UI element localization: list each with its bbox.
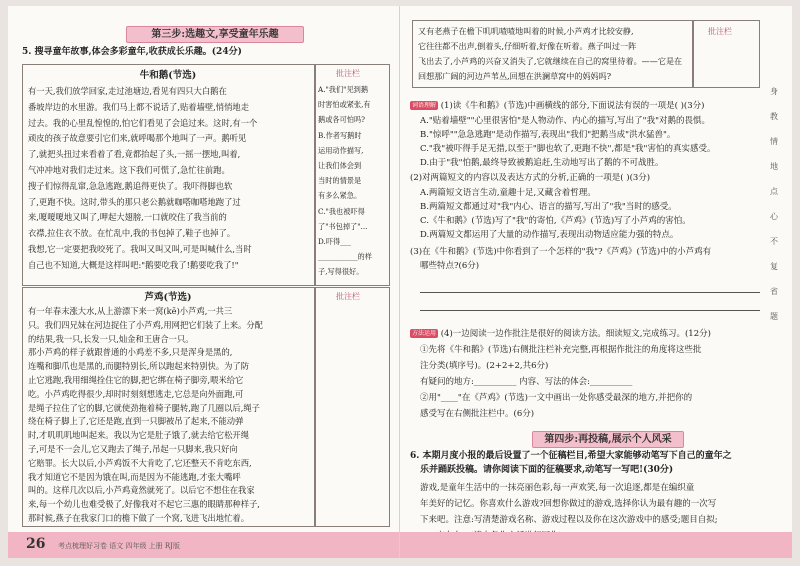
footer-band-right [400, 532, 792, 558]
q2-option: A.两篇短文语言生动,童趣十足,又藏含着哲理。 [420, 188, 596, 198]
step4-banner: 第四步:再投稿,展示个人风采 [532, 431, 684, 448]
story2-continued-line: 飞出去了,小芦鸡的兴奋又消失了,它就继续在自己的窝里待着。——它是在 [418, 56, 683, 66]
step3-banner: 第三步:选趣文,享受童年乐趣 [126, 26, 304, 43]
q1-option: C."我"被吓得手足无措,以至于"脚也软了,更跑不快",都是"我"害怕的真实感受。 [420, 144, 716, 154]
q2-option: B.两篇短文都通过对"我"内心、语言的描写,写出了"我"当时的感受。 [420, 202, 677, 212]
story1-line: 过去。我的心里乱惶惶的,怕它们看见了会追过来。这时,有一个 [28, 117, 258, 128]
story2-line: 它赔罪。长大以后,小芦鸡饭不大肯吃了,它还整天不肯吃东西, [28, 457, 252, 468]
annotation-line: 运用动作描写, [318, 145, 364, 155]
story2-line: 那小芦鸡的样子就跟普通的小鸡差不多,只是浑身是黑的, [28, 347, 233, 358]
rail-char: 心 [770, 212, 778, 221]
q1-option: D.由于"我"怕鹅,最终导致被鹅追赶,生动地写出了鹅的不可战胜。 [420, 158, 664, 168]
answer-line-1[interactable] [420, 292, 760, 293]
annotation-line: D.吓得___ [318, 237, 351, 247]
rail-char: 省 [770, 287, 778, 296]
story1-line: 了,更跑不快。这时,带头的那只老公鹅就咖嗒咖嗒地跑了过 [28, 196, 241, 207]
question-2-options[interactable] [420, 186, 770, 242]
q4-item: 有疑问的地方:__________ 内容、写法的体会:__________ [420, 377, 633, 387]
story2-continued-line: 它往往都不出声,倒着头,仔细听着,好像在听着。燕子叫过一阵 [418, 41, 637, 51]
story1-line: 气冲冲地对我们走过来。这下我们可慌了,急忙往前跑。 [28, 164, 230, 175]
question-4: 方法运用 (4)一边阅读一边作批注是很好的阅读方法。细读短文,完成练习。(12分) [412, 329, 711, 339]
left-page [8, 6, 400, 558]
annotation-line: A."我们"见到鹅 [318, 85, 369, 94]
question-4-items [420, 342, 770, 422]
question-1: 词语理解 (1)读《牛和鹅》(节选)中画横线的部分,下面说法有误的一项是( )(3分) [412, 101, 705, 111]
question-3: (3)在《牛和鹅》(节选)中你看到了一个怎样的"我"?《芦鸡》(节选)中的小芦鸡有 [410, 247, 712, 257]
story2-line: 我才知道它不是因为饿在叫,而是因为不能逃跑,才张大嘴呼 [28, 471, 241, 482]
annotation-line: 了"书包掉了"... [318, 221, 368, 231]
q1-option: B."惊呼""急急逃跑"是动作描写,表现出"我们"把鹅当成"洪水猛兽"。 [420, 130, 676, 140]
story1-line: 顽皮的孩子故意要引它们来,就呼喝那个地叫了一声。鹅听见 [28, 133, 247, 144]
annotation-line: ___________的样 [318, 252, 372, 262]
question-3-line2: 哪些特点?(6分) [420, 261, 480, 271]
story2-line: 有一年春末涨大水,从上游漂下来一窝(kē)小芦鸡,一共三 [28, 306, 233, 316]
question-5: 5. 搜寻童年故事,体会多彩童年,收获成长乐趣。(24分) [22, 47, 242, 57]
page-number: 26 [26, 536, 46, 552]
annotation-line: 让我们体会到 [318, 161, 362, 171]
story1-line: 搜子们惊得乱窜,急急逃跑,鹅追得更快了。我吓得脚也软 [28, 180, 233, 191]
story2-continued-line: 回想那广阔的河边芦苇丛,回想在洪澜草窝中的妈妈吗? [418, 71, 612, 81]
story2-line: 时,才叽叽叽地叫起来。我以为它是肚子饿了,就去给它松开绳 [28, 430, 249, 441]
annotation-label-1: 批注栏 [336, 69, 360, 78]
story1-line: 番坡岸边的水里游。我们马上都不说话了,贴着墙壁,悄悄地走 [28, 101, 249, 112]
rail-char: 点 [770, 187, 778, 196]
story2-line: 那时候,燕子在我家门口的檐下做了一个窝,飞进飞出地忙着。 [28, 512, 249, 523]
annotation-notes-1 [318, 82, 388, 280]
q6-body-line: 下来吧。注意:写清楚游戏名称、游戏过程以及你在这次游戏中的感受;题目自拟; [420, 515, 718, 525]
q1-option: A."贴着墙壁""心里很害怕"是人物动作、内心的描写,写出了"我"对鹅的畏惧。 [420, 116, 711, 126]
story2-line: 连嘴和脚爪也是黑的,而腿特别长,所以跑起来特别快。为了防 [28, 361, 249, 372]
q2-option: C.《牛和鹅》(节选)写了"我"的寄怕,《芦鸡》(节选)写了小芦鸡的害怕。 [420, 216, 691, 226]
story2-line: 来,每一个幼儿也难受极了,好像我对不起它三惠的眼睛那种样子, [28, 499, 260, 510]
annotation-line: 鹅或各可怕吗? [318, 115, 365, 125]
story2-line: 叫的。这样几次以后,小芦鸡竟然就死了。以后它不想住在我家 [28, 485, 255, 496]
story2-continued-text [418, 24, 690, 84]
story1-line: 有一天,我们放学回家,走过池塘边,看见有四只大白鹅在 [28, 86, 227, 96]
q1-tag: 词语理解 [412, 102, 437, 109]
story1-line: 自己也不知道,大概是这样叫吧:"鹅要吃我了!鹅要吃我了!" [28, 259, 239, 270]
annotation-line: 时害怕或紧张,有 [318, 100, 371, 110]
rail-char: 教 [770, 112, 778, 121]
answer-line-2[interactable] [420, 310, 760, 311]
story2-line: 止它逃跑,我用细绳拴住它的脚,把它绑在椅子脚旁,喂米给它 [28, 374, 244, 385]
story1-line: 我想,它一定要把我咬死了。我叫又叫又叫,可是叫喊什么,当时 [28, 243, 252, 254]
story1-line: 来,嗄嗄嗄地又叫了,呷起大翅膀,一口就咬住了我当前的 [28, 212, 227, 223]
question-1-options[interactable] [420, 114, 770, 170]
annotation-column-2[interactable] [314, 287, 390, 527]
q6-body-line: 年美好的记忆。你喜欢什么游戏?回想你做过的游戏,选择你认为最有趣的一次写 [420, 499, 717, 509]
story1-title: 牛和鹅(节选) [139, 70, 197, 81]
right-page [400, 6, 792, 558]
story2-text [28, 305, 310, 526]
q4-item: ①先将《牛和鹅》(节选)右侧批注栏补充完整,再根据作批注的角度将这些批 [420, 345, 702, 355]
story1-line: 了,就把头扭过来看着了看,竟都抬起了头,一摇一摆地,叫着, [28, 149, 241, 160]
q2-option: D.两篇短文都运用了大量的动作描写,表现出动物适应能力强的特点。 [420, 230, 679, 240]
annotation-label-2: 批注栏 [336, 292, 360, 301]
annotation-line: C."我也被吓得 [318, 206, 365, 216]
question-6-line2: 乐并踊跃投稿。请你阅读下面的征稿要求,动笔写一写吧!(30分) [420, 465, 674, 475]
story1-line: 衣襟,拉住衣不放。在忙乱中,我的书包掉了,鞋子也掉了。 [28, 228, 236, 239]
q4-item: ②用"____"在《芦鸡》(节选)一文中画出一处你感受最深的地方,并把你的 [420, 393, 693, 403]
question-6: 6. 本期月度小报的最后设置了一个征稿栏目,希望大家能够动笔写下自己的童年之 [410, 451, 732, 461]
story2-line: 吃。小芦鸡吃得很少,却时时刻刻想逃走,它总是向外面跑,可 [28, 388, 244, 399]
rail-char: 不 [770, 237, 778, 246]
annotation-line: 有多么紧急。 [318, 191, 362, 201]
story2-line: 是绳子拉住了它的脚,它就使劲拖着椅子腿转,跑了几圈以后,绳子 [28, 402, 260, 413]
annotation-line: 子,写得很好。 [318, 267, 364, 277]
story2-line: 只。我们四兄妹在河边捉住了小芦鸡,用网把它们装了上来。分配 [28, 319, 263, 330]
question-2: (2)对两篇短文的内容以及表达方式的分析,正确的一项是( )(3分) [410, 173, 651, 183]
story2-continued-line: 又有老燕子在檐下叽叽喳喳地叫着的时候,小芦鸡才比较安静, [418, 26, 634, 36]
story2-line: 子,可是不一会儿,它又跑去了绳子,吊起一只脚来,我只好向 [28, 443, 238, 454]
annotation-label-3: 批注栏 [708, 27, 732, 36]
footer-text: 考点梳理好习卷 语文 四年级 上册 RJ版 [58, 542, 180, 550]
q4-item: 感受写在右侧批注栏中。(6分) [420, 409, 535, 419]
story2-line: 绕在椅子脚上了,它还是跑,直到一只脚被吊了起来,不能动弹 [28, 416, 244, 427]
story2-line: 的结果,我一只,长发一只,灿金和王唐合一只。 [28, 333, 194, 344]
side-rail [770, 86, 784, 336]
q4-tag: 方法运用 [412, 330, 437, 337]
story2-title: 芦鸡(节选) [144, 292, 192, 303]
rail-char: 地 [770, 162, 778, 171]
q4-item: 注分类(填序号)。(2+2+2,共6分) [420, 361, 549, 371]
story1-text [28, 84, 310, 274]
rail-char: 身 [770, 87, 778, 96]
annotation-line: 当时的情景是 [318, 176, 362, 186]
annotation-line: B.作者写鹅时 [318, 130, 362, 140]
rail-char: 题 [770, 312, 778, 321]
q6-body-line: 游戏,是童年生活中的一抹亮丽色彩,每一声欢笑,每一次追逐,都是在编织童 [420, 483, 695, 493]
rail-char: 复 [770, 262, 778, 271]
rail-char: 情 [770, 137, 778, 146]
